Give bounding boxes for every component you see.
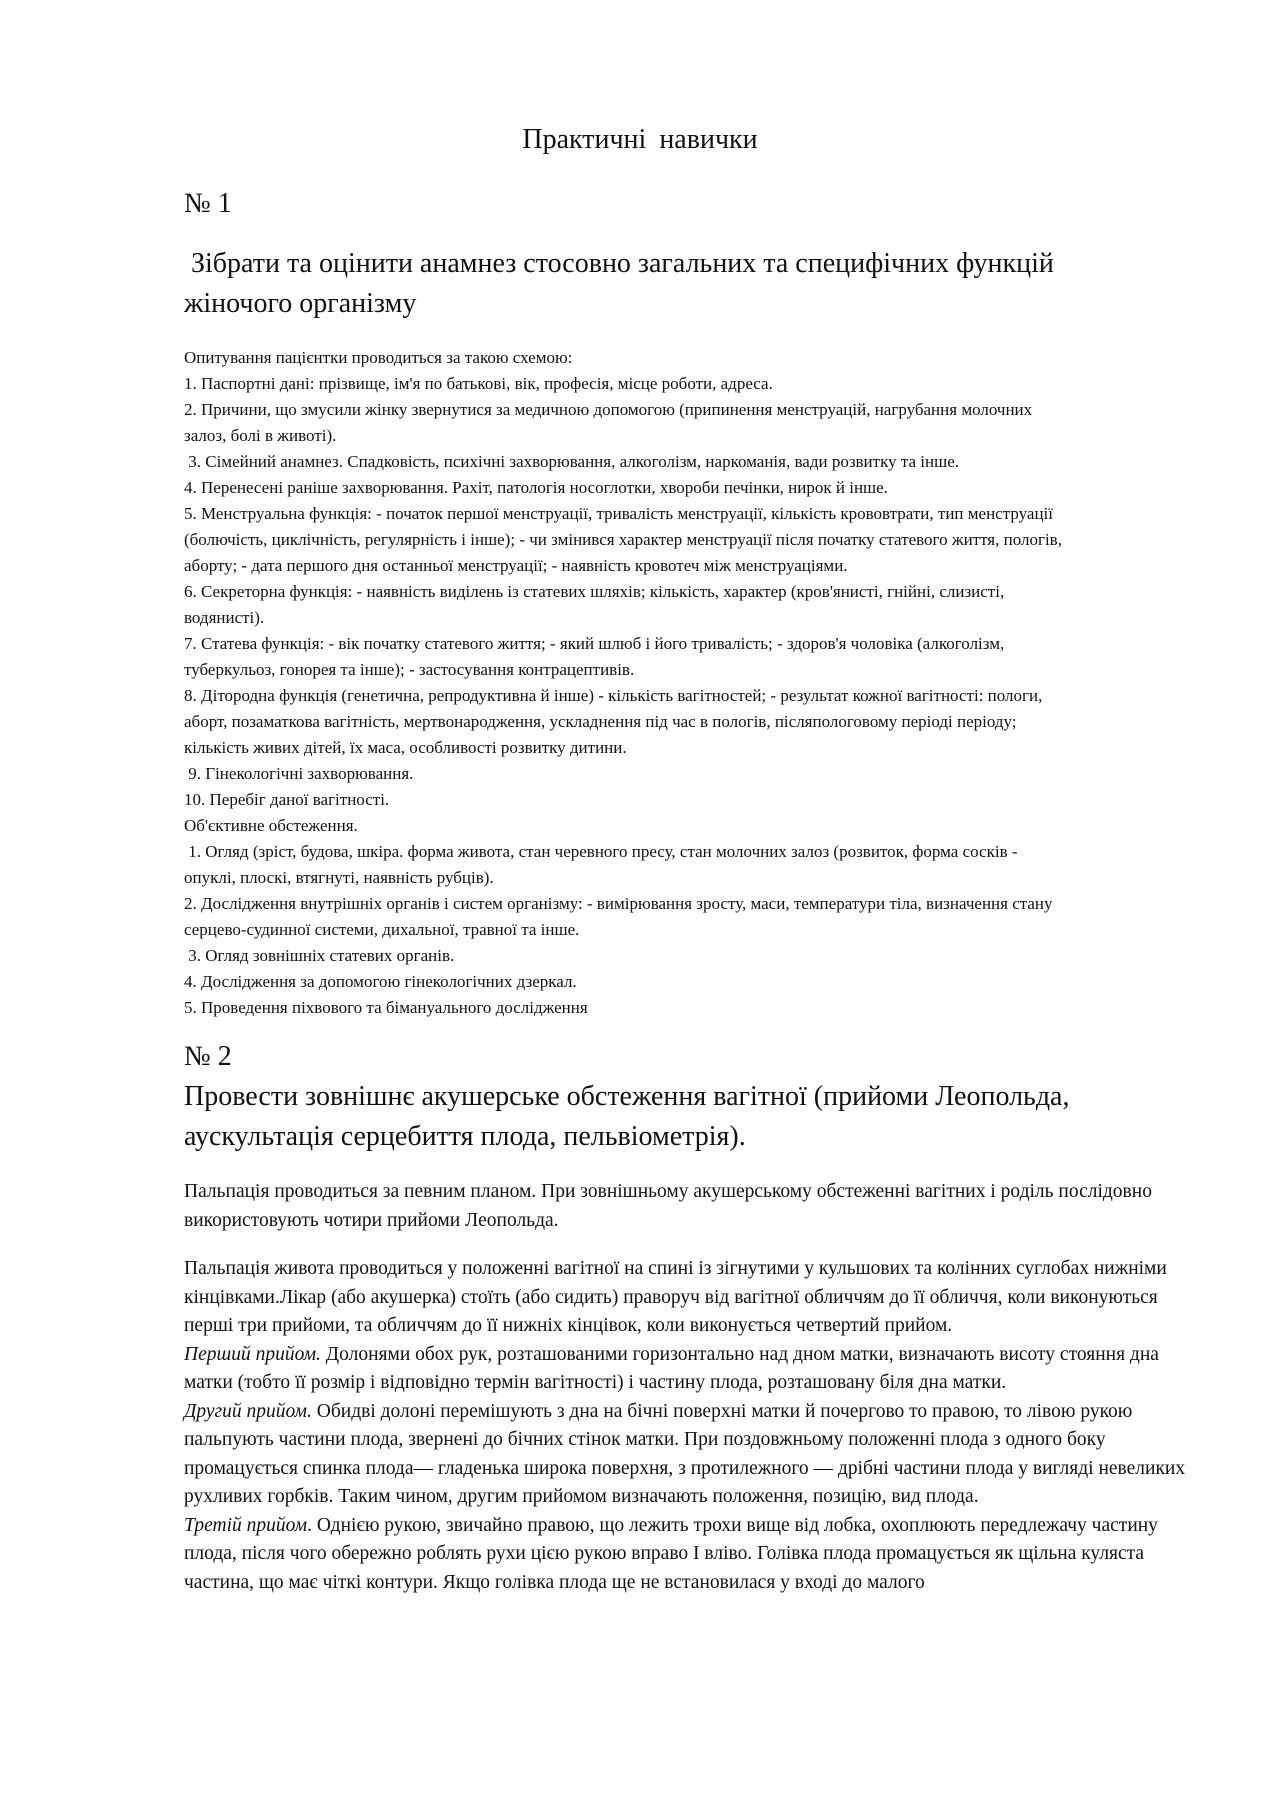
third-maneuver-paragraph <box>184 1512 1194 1598</box>
list-item: аборт, позаматкова вагітність, мертвонародження, ускладнення під час в пологів, післяпологовому періоді періоду; <box>184 712 1017 731</box>
first-maneuver-text: Долонями обох рук, розташованими горизонтально над дном матки, визначають висоту стояння дна матки (тобто її розмір і відповідно термін вагітності) і частину плода, розташовану біля дна матки. <box>184 1343 1159 1393</box>
second-maneuver-label: Другий прийом. <box>184 1400 312 1422</box>
list-item: Об'єктивне обстеження. <box>184 816 358 835</box>
second-maneuver-paragraph <box>184 1398 1194 1512</box>
list-item: 10. Перебіг даної вагітності. <box>184 790 390 809</box>
third-maneuver-text: . Однією рукою, звичайно правою, що лежить трохи вище від лобка, охоплюють передлежачу частину плода, після чого обережно роблять рухи цією рукою вправо І вліво. Голівка плода промацується як щільна куляста частина, що має чіткі контури. Якщо голівка плода ще не встановилася у вході до малого <box>184 1514 1158 1593</box>
list-item: 3. Сімейний анамнез. Спадковість, психічні захворювання, алкоголізм, наркоманія, вади розвитку та інше. <box>184 452 959 471</box>
section-2-heading: Провести зовнішнє акушерське обстеження вагітної (прийоми Леопольда, аускультація серцебиття плода, пельвіометрія). <box>184 1081 1070 1152</box>
section-1-number: № 1 <box>184 188 232 219</box>
section-2-paragraph-1 <box>184 1178 1194 1235</box>
list-item: 7. Статева функція: - вік початку статевого життя; - який шлюб і його тривалість; - здоров'я чоловіка (алкоголізм, <box>184 634 1005 653</box>
list-item: 5. Менструальна функція: - початок першої менструації, тривалість менструації, кількість крововтрати, тип менструації <box>184 504 1053 523</box>
list-item: кількість живих дітей, їх маса, особливості розвитку дитини. <box>184 738 627 757</box>
section-2-number: № 2 <box>184 1041 232 1072</box>
section-1-heading-line-2: жіночого організму <box>184 288 417 319</box>
list-item: туберкульоз, гонорея та інше); - застосування контрацептивів. <box>184 660 635 679</box>
list-item: 1. Огляд (зріст, будова, шкіра. форма живота, стан черевного пресу, стан молочних залоз (розвиток, форма сосків - <box>184 842 1018 861</box>
list-item: 1. Паспортні дані: прізвище, ім'я по батькові, вік, професія, місце роботи, адреса. <box>184 374 773 393</box>
list-item: 9. Гінекологічні захворювання. <box>184 764 414 783</box>
list-item: водянисті). <box>184 608 265 627</box>
paragraph-text: Пальпація проводиться за певним планом. При зовнішньому акушерському обстеженні вагітних і роділь послідовно використовують чотири прийоми Леопольда. <box>184 1181 1152 1231</box>
list-item: 8. Дітородна функція (генетична, репродуктивна й інше) - кількість вагітностей; - результат кожної вагітності: пологи, <box>184 686 1043 705</box>
list-item: серцево-судинної системи, дихальної, травної та інше. <box>184 920 580 939</box>
page-title: Практичні навички <box>522 124 758 155</box>
list-item: (болючість, циклічність, регулярність і інше); - чи змінився характер менструації після початку статевого життя, пологів, <box>184 530 1062 549</box>
list-item: 3. Огляд зовнішніх статевих органів. <box>184 946 455 965</box>
section-2-paragraph-2 <box>184 1255 1194 1597</box>
section-1-heading <box>184 244 1164 324</box>
list-item: 2. Причини, що змусили жінку звернутися за медичною допомогою (припинення менструацій, нагрубання молочних <box>184 400 1033 419</box>
first-maneuver-paragraph <box>184 1341 1194 1398</box>
list-item: аборту; - дата першого дня останньої менструації; - наявність кровотеч між менструаціями. <box>184 556 848 575</box>
section-1-heading-line-1: Зібрати та оцінити анамнез стосовно загальних та специфічних функцій <box>184 248 1054 279</box>
list-item: 5. Проведення піхвового та бімануального дослідження <box>184 998 588 1017</box>
list-item: опуклі, плоскі, втягнуті, наявність рубців). <box>184 868 494 887</box>
paragraph-text: Пальпація живота проводиться у положенні вагітної на спині із зігнутими у кульшових та колінних суглобах нижніми кінцівками.Лікар (або акушерка) стоїть (або сидить) праворуч від вагітної обличчям до її обличчя, коли виконуються перші три прийоми, та обличчям до її нижніх кінцівок, коли виконується четвертий прийом. <box>184 1258 1167 1336</box>
list-item: 4. Дослідження за допомогою гінекологічних дзеркал. <box>184 972 577 991</box>
list-item: 6. Секреторна функція: - наявність виділень із статевих шляхів; кількість, характер (кров'янисті, гнійні, слизисті, <box>184 582 1005 601</box>
third-maneuver-label: Третій прийом <box>184 1514 308 1536</box>
list-item: 2. Дослідження внутрішніх органів і систем організму: - вимірювання зросту, маси, температури тіла, визначення стану <box>184 894 1053 913</box>
list-item: Опитування пацієнтки проводиться за такою схемою: <box>184 348 573 367</box>
list-item: залоз, болі в животі). <box>184 426 337 445</box>
section-1-history-list <box>184 345 1194 1021</box>
first-maneuver-label: Перший прийом. <box>184 1343 321 1365</box>
list-item: 4. Перенесені раніше захворювання. Рахіт, патологія носоглотки, хвороби печінки, нирок й інше. <box>184 478 888 497</box>
second-maneuver-text: Обидві долоні перемішують з дна на бічні поверхні матки й почергово то правою, то лівою рукою пальпують частини плода, звернені до бічних стінок матки. При поздовжньому положенні плода з одного боку промацується спинка плода— гладенька широка поверхня, з протилежного — дрібні частини плода у вигляді невеликих рухливих горбків. Таким чином, другим прийомом визначають положення, позицію, вид плода. <box>184 1400 1186 1507</box>
